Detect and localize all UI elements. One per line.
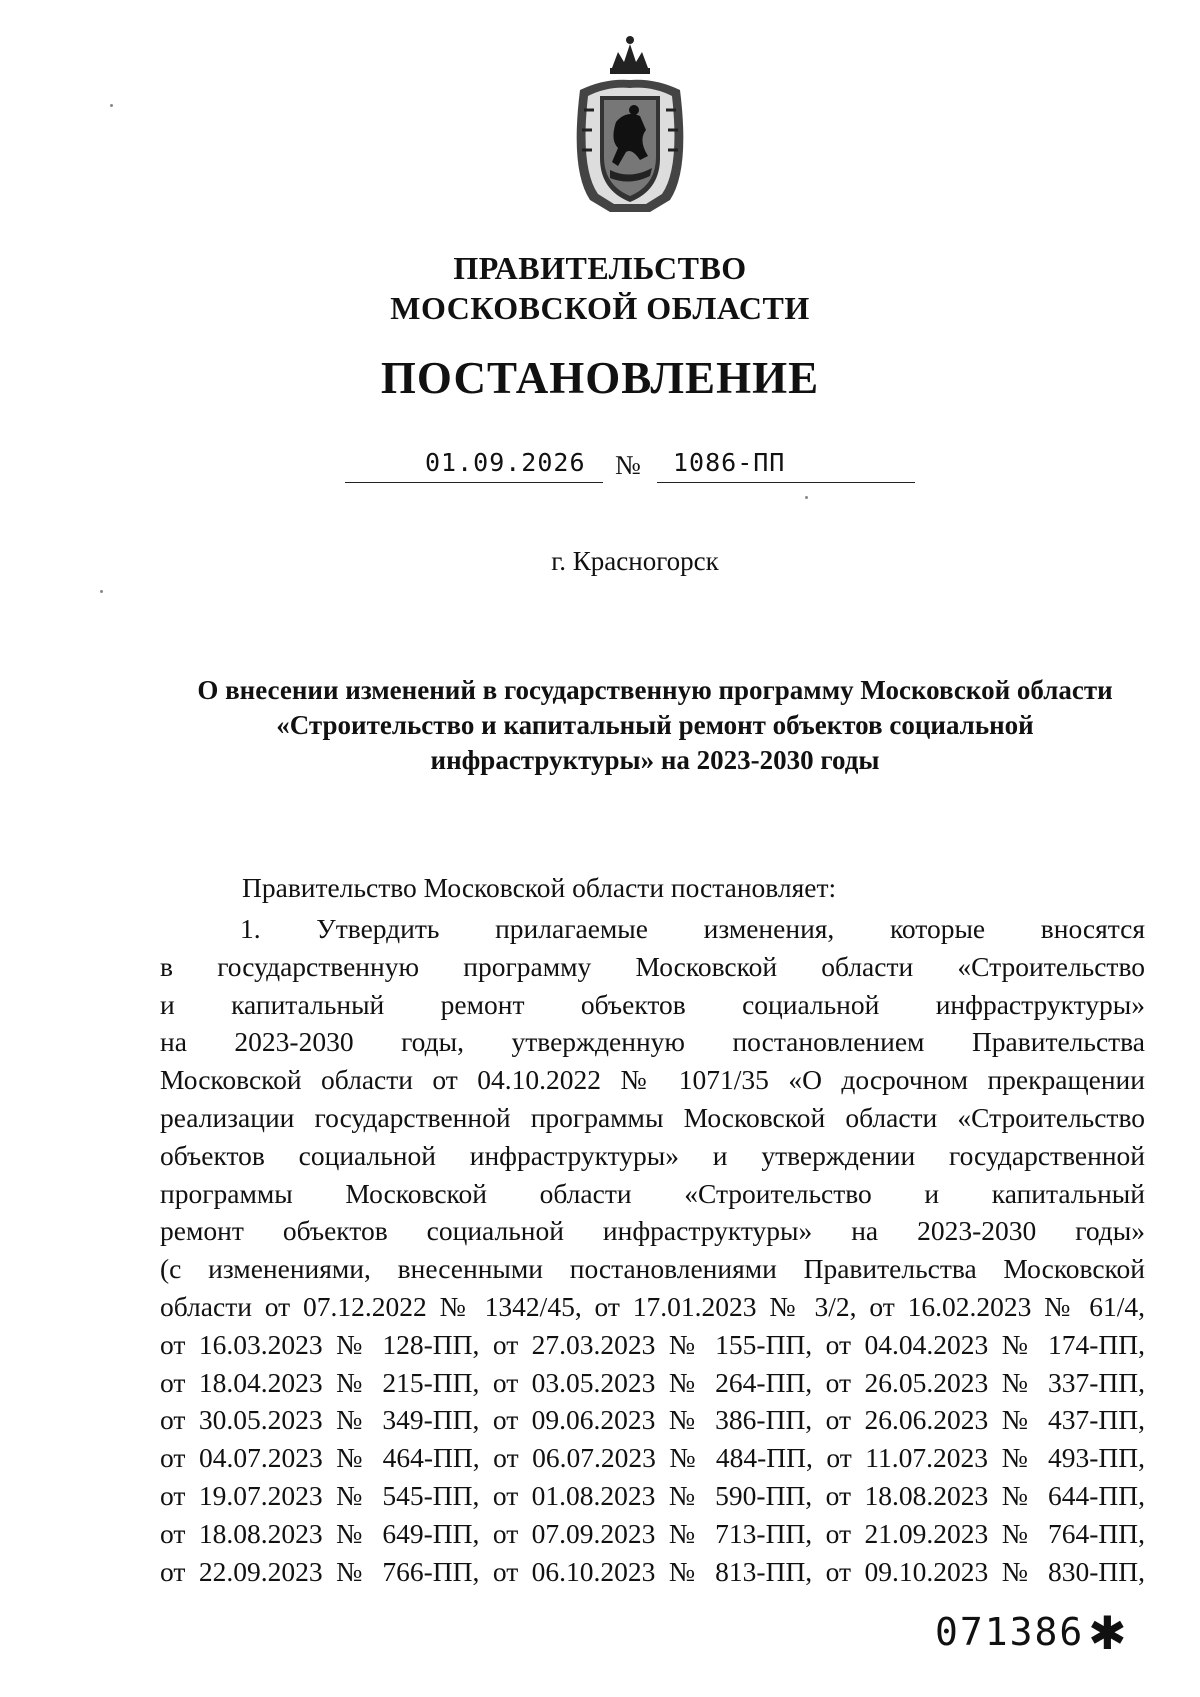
title-line: инфраструктуры» на 2023-2030 годы [430, 745, 880, 775]
body-line: от 04.07.2023 № 464-ПП, от 06.07.2023 № 484-ПП, от 11.07.2023 № 493-ПП, [160, 1442, 1145, 1474]
organization-name-line2: МОСКОВСКОЙ ОБЛАСТИ [390, 290, 810, 326]
scan-speck [805, 496, 808, 499]
document-number: 1086-ПП [673, 448, 786, 477]
number-underline [657, 482, 915, 483]
date-number-line [345, 448, 915, 488]
body-line: от 18.08.2023 № 649-ПП, от 07.09.2023 № 713-ПП, от 21.09.2023 № 764-ПП, [160, 1517, 1145, 1549]
organization-name-line1: ПРАВИТЕЛЬСТВО [453, 250, 747, 286]
moscow-oblast-coat-of-arms [560, 30, 700, 220]
body-line: ремонт объектов социальной инфраструктуры» на 2023-2030 годы» [160, 1215, 1145, 1247]
city: г. Красногорск [551, 546, 719, 576]
body-line: 1. Утвердить прилагаемые изменения, которые вносятся [240, 913, 1145, 944]
body-line: реализации государственной программы Московской области «Строительство [160, 1101, 1145, 1133]
title-line: «Строительство и капитальный ремонт объектов социальной [276, 710, 1034, 740]
body-line: от 30.05.2023 № 349-ПП, от 09.06.2023 № 386-ПП, от 26.06.2023 № 437-ПП, [160, 1404, 1145, 1436]
body-line: от 19.07.2023 № 545-ПП, от 01.08.2023 № 590-ПП, от 18.08.2023 № 644-ПП, [160, 1479, 1145, 1511]
scan-speck [100, 590, 103, 593]
body-line: программы Московской области «Строительство и капитальный [160, 1177, 1145, 1209]
body-line: и капитальный ремонт объектов социальной инфраструктуры» [160, 988, 1145, 1020]
intro-text: Правительство Московской области постановляет: [242, 872, 837, 903]
scan-speck [110, 104, 113, 107]
body-line: (с изменениями, внесенными постановлениями Правительства Московской [160, 1253, 1145, 1285]
date-underline [345, 482, 603, 483]
asterisk-mark-icon: ✱ [1088, 1606, 1127, 1660]
body-line: от 22.09.2023 № 766-ПП, от 06.10.2023 № 813-ПП, от 09.10.2023 № 830-ПП, [160, 1555, 1145, 1587]
document-date: 01.09.2026 [425, 448, 586, 477]
serial-number: 071386 [935, 1610, 1085, 1654]
body-line: на 2023-2030 годы, утвержденную постановлением Правительства [160, 1026, 1145, 1058]
body-line: в государственную программу Московской области «Строительство [160, 950, 1145, 982]
body-paragraph [160, 910, 1145, 1590]
title-line: О внесении изменений в государственную программу Московской области [197, 675, 1113, 705]
body-line: от 16.03.2023 № 128-ПП, от 27.03.2023 № 155-ПП, от 04.04.2023 № 174-ПП, [160, 1328, 1145, 1360]
body-line: объектов социальной инфраструктуры» и утверждении государственной [160, 1139, 1145, 1171]
body-line: от 18.04.2023 № 215-ПП, от 03.05.2023 № 264-ПП, от 26.05.2023 № 337-ПП, [160, 1366, 1145, 1398]
body-line: области от 07.12.2022 № 1342/45, от 17.01.2023 № 3/2, от 16.02.2023 № 61/4, [160, 1290, 1145, 1322]
document-title [160, 673, 1150, 778]
document-type: ПОСТАНОВЛЕНИЕ [380, 353, 820, 403]
number-sign: № [615, 450, 641, 480]
body-line: Московской области от 04.10.2022 № 1071/35 «О досрочном прекращении [160, 1064, 1145, 1096]
